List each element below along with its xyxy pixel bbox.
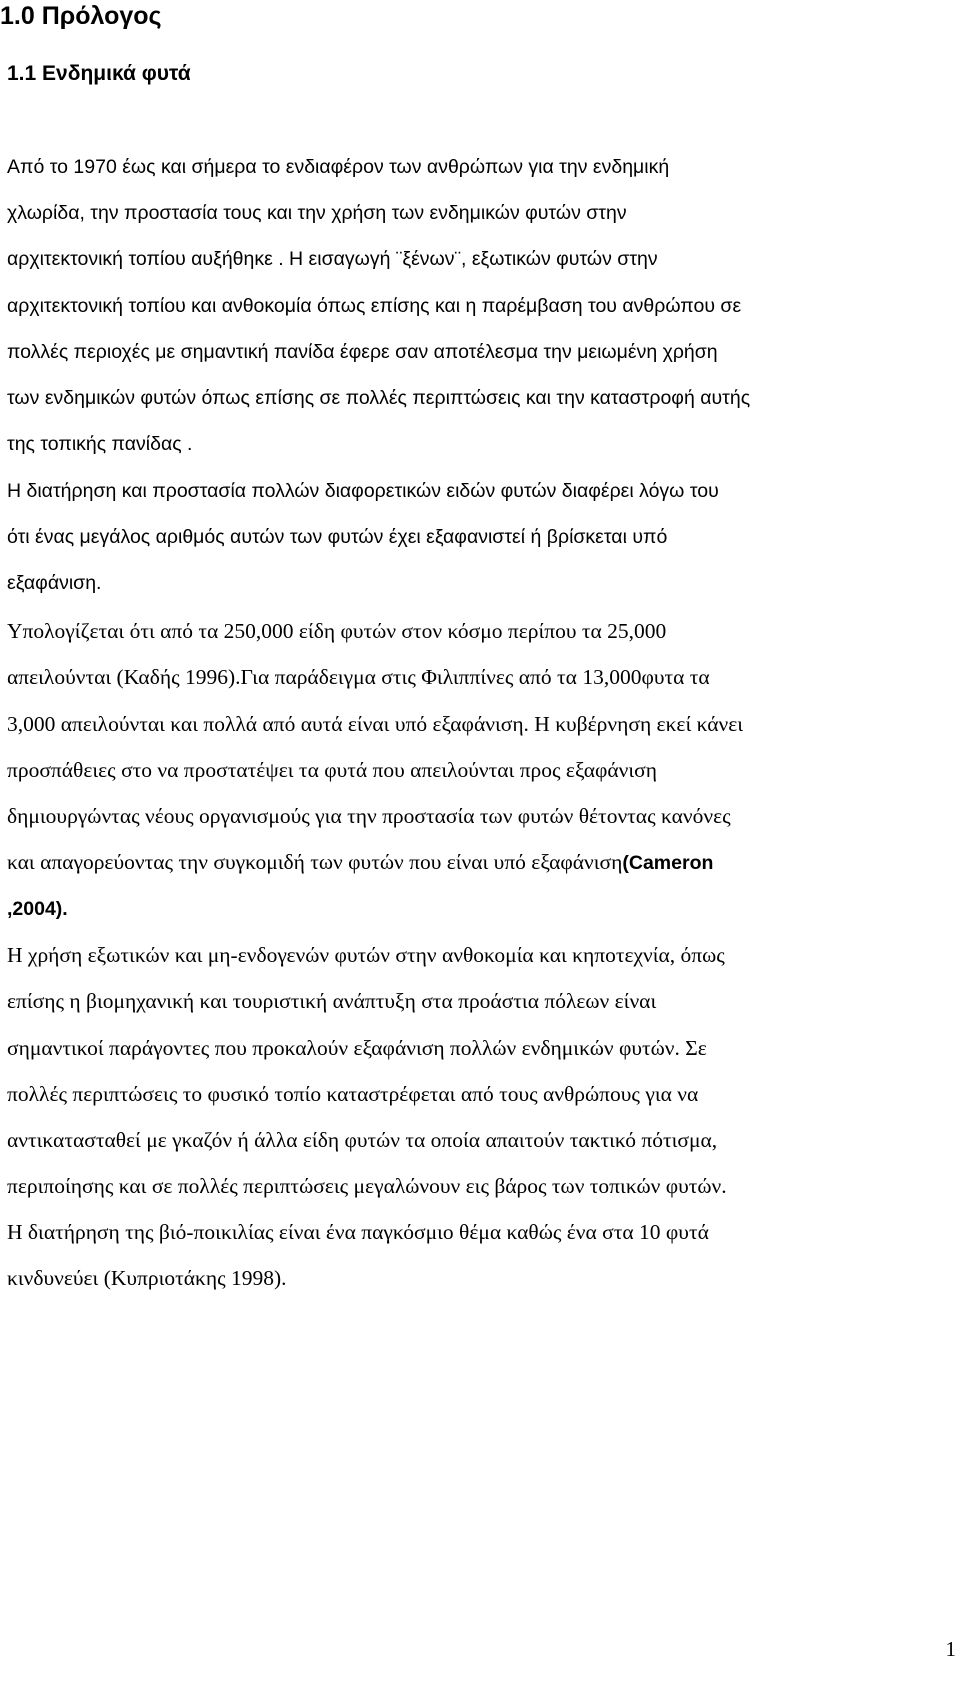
text-line: πολλές περιπτώσεις το φυσικό τοπίο καταστρέφεται από τους ανθρώπους για να [7,1082,699,1106]
citation-cameron: (Cameron [622,852,714,874]
text-line: απειλούνται (Καδής 1996).Για παράδειγμα στις Φιλιππίνες από τα 13,000φυτα τα [7,665,710,689]
text-line: αντικατασταθεί με γκαζόν ή άλλα είδη φυτών τα οποία απαιτούν τακτικό πότισμα, [7,1128,718,1152]
text-fragment: και απαγορεύοντας την συγκομιδή των φυτών που είναι υπό εξαφάνιση [7,850,623,874]
text-line: επίσης η βιομηχανική και τουριστική ανάπτυξη στα προάστια πόλεων είναι [7,989,657,1013]
text-line: εξαφάνιση. [7,572,102,594]
citation-year: ,2004). [7,898,68,920]
text-line: της τοπικής πανίδας . [7,433,193,455]
section-title: 1.0 Πρόλογος [0,2,162,30]
text-line: Υπολογίζεται ότι από τα 250,000 είδη φυτών στον κόσμο περίπου τα 25,000 [7,619,667,643]
text-line: δημιουργώντας νέους οργανισμούς για την προστασία των φυτών θέτοντας κανόνες [7,804,731,828]
text-line: αρχιτεκτονική τοπίου και ανθοκομία όπως επίσης και η παρέμβαση του ανθρώπου σε [7,295,742,317]
text-line: 3,000 απειλούνται και πολλά από αυτά είναι υπό εξαφάνιση. Η κυβέρνηση εκεί κάνει [7,712,744,736]
text-line: περιποίησης και σε πολλές περιπτώσεις μεγαλώνουν εις βάρος των τοπικών φυτών. [7,1174,727,1198]
page-number: 1 [945,1637,956,1661]
text-line: προσπάθειες στο να προστατέψει τα φυτά που απειλούνται προς εξαφάνιση [7,758,658,782]
text-line: των ενδημικών φυτών όπως επίσης σε πολλές περιπτώσεις και την καταστροφή αυτής [7,387,751,409]
subsection-title: 1.1 Ενδημικά φυτά [7,62,191,85]
text-line: Η διατήρηση και προστασία πολλών διαφορετικών ειδών φυτών διαφέρει λόγω του [7,480,719,502]
text-line: κινδυνεύει (Κυπριοτάκης 1998). [7,1266,287,1290]
text-line: σημαντικοί παράγοντες που προκαλούν εξαφάνιση πολλών ενδημικών φυτών. Σε [7,1036,707,1060]
text-line [7,848,713,877]
text-line: αρχιτεκτονική τοπίου αυξήθηκε . Η εισαγωγή ¨ξένων¨, εξωτικών φυτών στην [7,248,658,270]
text-line: ότι ένας μεγάλος αριθμός αυτών των φυτών έχει εξαφανιστεί ή βρίσκεται υπό [7,526,668,548]
text-line: πολλές περιοχές με σημαντική πανίδα έφερε σαν αποτέλεσμα την μειωμένη χρήση [7,341,718,363]
text-line: Η χρήση εξωτικών και μη-ενδογενών φυτών στην ανθοκομία και κηποτεχνία, όπως [7,943,725,967]
text-line: Η διατήρηση της βιό-ποικιλίας είναι ένα παγκόσμιο θέμα καθώς ένα στα 10 φυτά [7,1220,709,1244]
text-line: Από το 1970 έως και σήμερα το ενδιαφέρον των ανθρώπων για την ενδημική [7,156,670,178]
text-line: χλωρίδα, την προστασία τους και την χρήση των ενδημικών φυτών στην [7,202,627,224]
